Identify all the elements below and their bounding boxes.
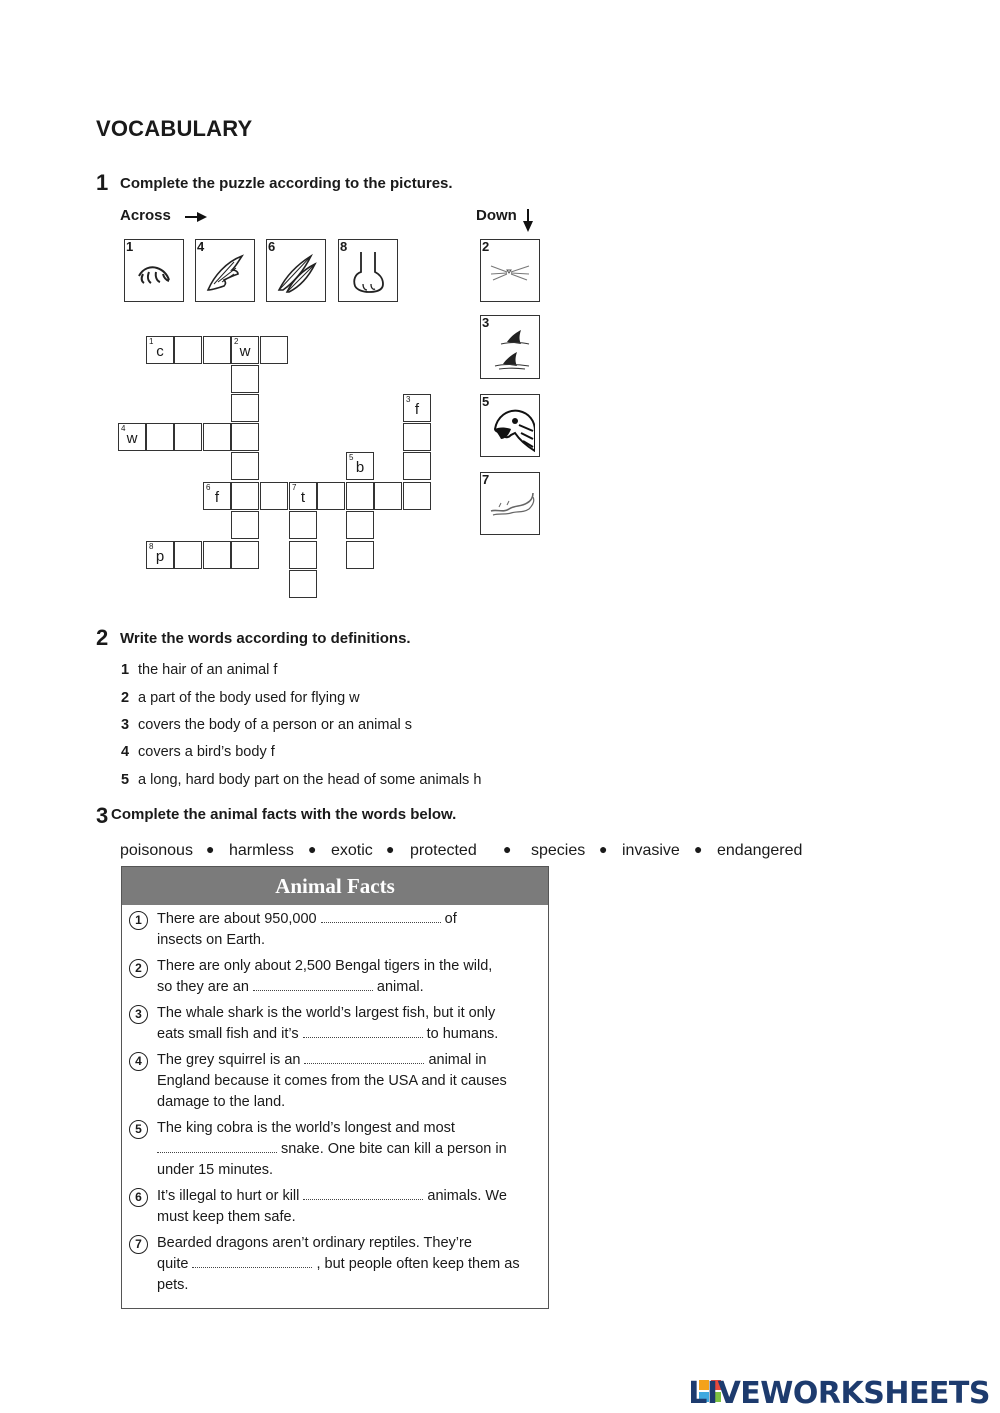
- across-picture-4: [195, 239, 255, 302]
- bullet-icon: ●: [206, 841, 215, 857]
- crossword-cell[interactable]: [260, 482, 288, 510]
- definition-text: the hair of an animal f: [138, 662, 278, 678]
- fact-text: pets.: [157, 1277, 189, 1293]
- crossword-cell[interactable]: [260, 336, 288, 364]
- crossword-cell[interactable]: [203, 336, 231, 364]
- crossword-cell[interactable]: [203, 482, 231, 510]
- definition-number: 4: [121, 744, 130, 760]
- crossword-cell[interactable]: [174, 336, 202, 364]
- crossword-cell[interactable]: [346, 511, 374, 539]
- crossword-cell[interactable]: [231, 394, 259, 422]
- fact-text-part: so they are an: [157, 979, 249, 995]
- down-label: Down: [476, 207, 517, 224]
- picture-number: 6: [268, 239, 276, 254]
- picture-number: 8: [340, 239, 348, 254]
- fact-text-part: The grey squirrel is an: [157, 1052, 301, 1068]
- crossword-cell[interactable]: [146, 423, 174, 451]
- section-3-number: 3: [96, 803, 109, 828]
- clue-number: 7: [292, 483, 297, 492]
- fact-text-part: of: [444, 911, 457, 927]
- word-bank-item: protected: [410, 842, 477, 859]
- whiskers-icon: [489, 250, 531, 292]
- crossword-cell[interactable]: [203, 423, 231, 451]
- definition-item: [121, 744, 275, 760]
- answer-blank[interactable]: [303, 1189, 423, 1200]
- crossword-cell[interactable]: [231, 365, 259, 393]
- crossword-cell[interactable]: [403, 394, 431, 422]
- fact-text: [157, 1188, 507, 1204]
- fact-text-part: quite: [157, 1256, 189, 1272]
- definition-item: [121, 717, 412, 733]
- crossword-cell[interactable]: [289, 482, 317, 510]
- fact-text: [157, 911, 457, 927]
- clue-number: 4: [121, 424, 126, 433]
- definition-number: 3: [121, 717, 130, 733]
- animal-facts-title: Animal Facts: [122, 867, 548, 905]
- fact-text-part: animal in: [428, 1052, 487, 1068]
- fact-text: [157, 1052, 486, 1068]
- feathers-icon: [275, 250, 317, 294]
- fact-text-part: animal.: [376, 979, 424, 995]
- fact-number-badge: 3: [129, 1005, 148, 1024]
- picture-number: 1: [126, 239, 134, 254]
- fact-text: [157, 1141, 507, 1157]
- fins-icon: [489, 326, 533, 372]
- fact-text: insects on Earth.: [157, 932, 265, 948]
- arrow-right-icon: [183, 210, 209, 224]
- arrow-down-icon: [520, 207, 536, 235]
- crossword-cell[interactable]: [231, 511, 259, 539]
- answer-blank[interactable]: [253, 980, 373, 991]
- definition-number: 2: [121, 690, 130, 706]
- bullet-icon: ●: [694, 841, 703, 857]
- crossword-cell[interactable]: [231, 423, 259, 451]
- fact-number-badge: 4: [129, 1052, 148, 1071]
- section-3-instruction: Complete the animal facts with the words below.: [111, 806, 457, 823]
- crossword-cell[interactable]: [231, 336, 259, 364]
- clue-number: 5: [349, 453, 354, 462]
- definition-item: [121, 662, 277, 678]
- crossword-cell[interactable]: [403, 423, 431, 451]
- word-bank-item: species: [531, 842, 586, 859]
- fact-text: Bearded dragons aren’t ordinary reptiles. They’re: [157, 1235, 472, 1251]
- fact-text: must keep them safe.: [157, 1209, 296, 1225]
- cell-letter: b: [355, 459, 365, 476]
- clue-number: 2: [234, 337, 239, 346]
- bullet-icon: ●: [503, 841, 512, 857]
- across-picture-1: [124, 239, 184, 302]
- word-bank-item: harmless: [229, 842, 294, 859]
- definition-text: a part of the body used for flying w: [138, 690, 360, 706]
- crossword-cell[interactable]: [118, 423, 146, 451]
- cell-letter: c: [156, 343, 164, 360]
- definition-number: 5: [121, 772, 130, 788]
- clue-number: 6: [206, 483, 211, 492]
- fact-text: [157, 1026, 498, 1042]
- across-label: Across: [120, 207, 171, 224]
- fact-text-part: There are about 950,000: [157, 911, 317, 927]
- definition-text: covers a bird’s body f: [138, 744, 275, 760]
- fact-text: The whale shark is the world’s largest fish, but it only: [157, 1005, 496, 1021]
- section-1-number: 1: [96, 170, 109, 195]
- clue-number: 8: [149, 542, 154, 551]
- definition-item: [121, 690, 360, 706]
- crossword-cell[interactable]: [174, 423, 202, 451]
- crossword-cell[interactable]: [174, 541, 202, 569]
- section-2-number: 2: [96, 625, 109, 650]
- fact-text-part: to humans.: [426, 1026, 499, 1042]
- crossword-cell[interactable]: [346, 452, 374, 480]
- crossword-cell[interactable]: [203, 541, 231, 569]
- answer-blank[interactable]: [321, 912, 441, 923]
- definition-text: a long, hard body part on the head of some animals h: [138, 772, 482, 788]
- liveworksheets-logo[interactable]: LIVEWORKSHEETS: [688, 1376, 990, 1411]
- tail-icon: [489, 483, 535, 523]
- crossword-cell[interactable]: [289, 511, 317, 539]
- fact-text-part: animals. We: [427, 1188, 507, 1204]
- picture-number: 2: [482, 239, 490, 254]
- crossword-cell[interactable]: [231, 482, 259, 510]
- definition-number: 1: [121, 662, 130, 678]
- wing-icon: [204, 250, 246, 294]
- down-picture-3: [480, 315, 540, 379]
- cell-letter: w: [239, 343, 251, 360]
- fact-number-badge: 5: [129, 1120, 148, 1139]
- definition-text: covers the body of a person or an animal s: [138, 717, 413, 733]
- clue-number: 1: [149, 337, 154, 346]
- definition-item: [121, 772, 481, 788]
- bullet-icon: ●: [308, 841, 317, 857]
- cell-letter: p: [155, 548, 165, 565]
- clue-number: 3: [406, 395, 411, 404]
- fact-text: [157, 1256, 520, 1272]
- cell-letter: w: [126, 430, 138, 447]
- beak-icon: [489, 405, 535, 453]
- down-picture-7: [480, 472, 540, 535]
- fact-number-badge: 6: [129, 1188, 148, 1207]
- claw-icon: [133, 250, 175, 292]
- crossword-cell[interactable]: [289, 570, 317, 598]
- crossword-cell[interactable]: [317, 482, 345, 510]
- picture-number: 5: [482, 394, 490, 409]
- across-picture-8: [338, 239, 398, 302]
- cell-letter: f: [414, 401, 420, 418]
- word-bank-item: exotic: [331, 842, 373, 859]
- paw-icon: [347, 250, 389, 294]
- picture-number: 3: [482, 315, 490, 330]
- crossword-cell[interactable]: [231, 541, 259, 569]
- fact-number-badge: 7: [129, 1235, 148, 1254]
- cell-letter: t: [300, 489, 306, 506]
- crossword-cell[interactable]: [146, 336, 174, 364]
- fact-text-part: snake. One bite can kill a person in: [281, 1141, 507, 1157]
- crossword-cell[interactable]: [403, 452, 431, 480]
- down-picture-5: [480, 394, 540, 457]
- picture-number: 4: [197, 239, 205, 254]
- answer-blank[interactable]: [157, 1142, 277, 1153]
- across-picture-6: [266, 239, 326, 302]
- fact-text-part: , but people often keep them as: [316, 1256, 520, 1272]
- down-picture-2: [480, 239, 540, 302]
- answer-blank[interactable]: [192, 1257, 312, 1268]
- bullet-icon: ●: [599, 841, 608, 857]
- fact-text: The king cobra is the world’s longest and most: [157, 1120, 455, 1136]
- fact-number-badge: 2: [129, 959, 148, 978]
- crossword-cell[interactable]: [403, 482, 431, 510]
- fact-text: England because it comes from the USA and it causes: [157, 1073, 507, 1089]
- answer-blank[interactable]: [304, 1053, 424, 1064]
- section-2-instruction: Write the words according to definitions.: [120, 630, 411, 647]
- crossword-cell[interactable]: [289, 541, 317, 569]
- crossword-cell[interactable]: [346, 482, 374, 510]
- answer-blank[interactable]: [303, 1027, 423, 1038]
- word-bank-item: poisonous: [120, 842, 193, 859]
- picture-number: 7: [482, 472, 490, 487]
- fact-text-part: It’s illegal to hurt or kill: [157, 1188, 300, 1204]
- fact-number-badge: 1: [129, 911, 148, 930]
- fact-text: There are only about 2,500 Bengal tigers in the wild,: [157, 958, 493, 974]
- crossword-cell[interactable]: [146, 541, 174, 569]
- crossword-cell[interactable]: [374, 482, 402, 510]
- word-bank-item: invasive: [622, 842, 680, 859]
- bullet-icon: ●: [386, 841, 395, 857]
- fact-text-part: eats small fish and it’s: [157, 1026, 299, 1042]
- fact-text: under 15 minutes.: [157, 1162, 274, 1178]
- word-bank-item: endangered: [717, 842, 803, 859]
- fact-text: [157, 979, 424, 995]
- fact-text: damage to the land.: [157, 1094, 286, 1110]
- section-1-instruction: Complete the puzzle according to the pictures.: [120, 175, 453, 192]
- page-title: VOCABULARY: [96, 116, 253, 141]
- crossword-cell[interactable]: [346, 541, 374, 569]
- crossword-cell[interactable]: [231, 452, 259, 480]
- cell-letter: f: [214, 489, 220, 506]
